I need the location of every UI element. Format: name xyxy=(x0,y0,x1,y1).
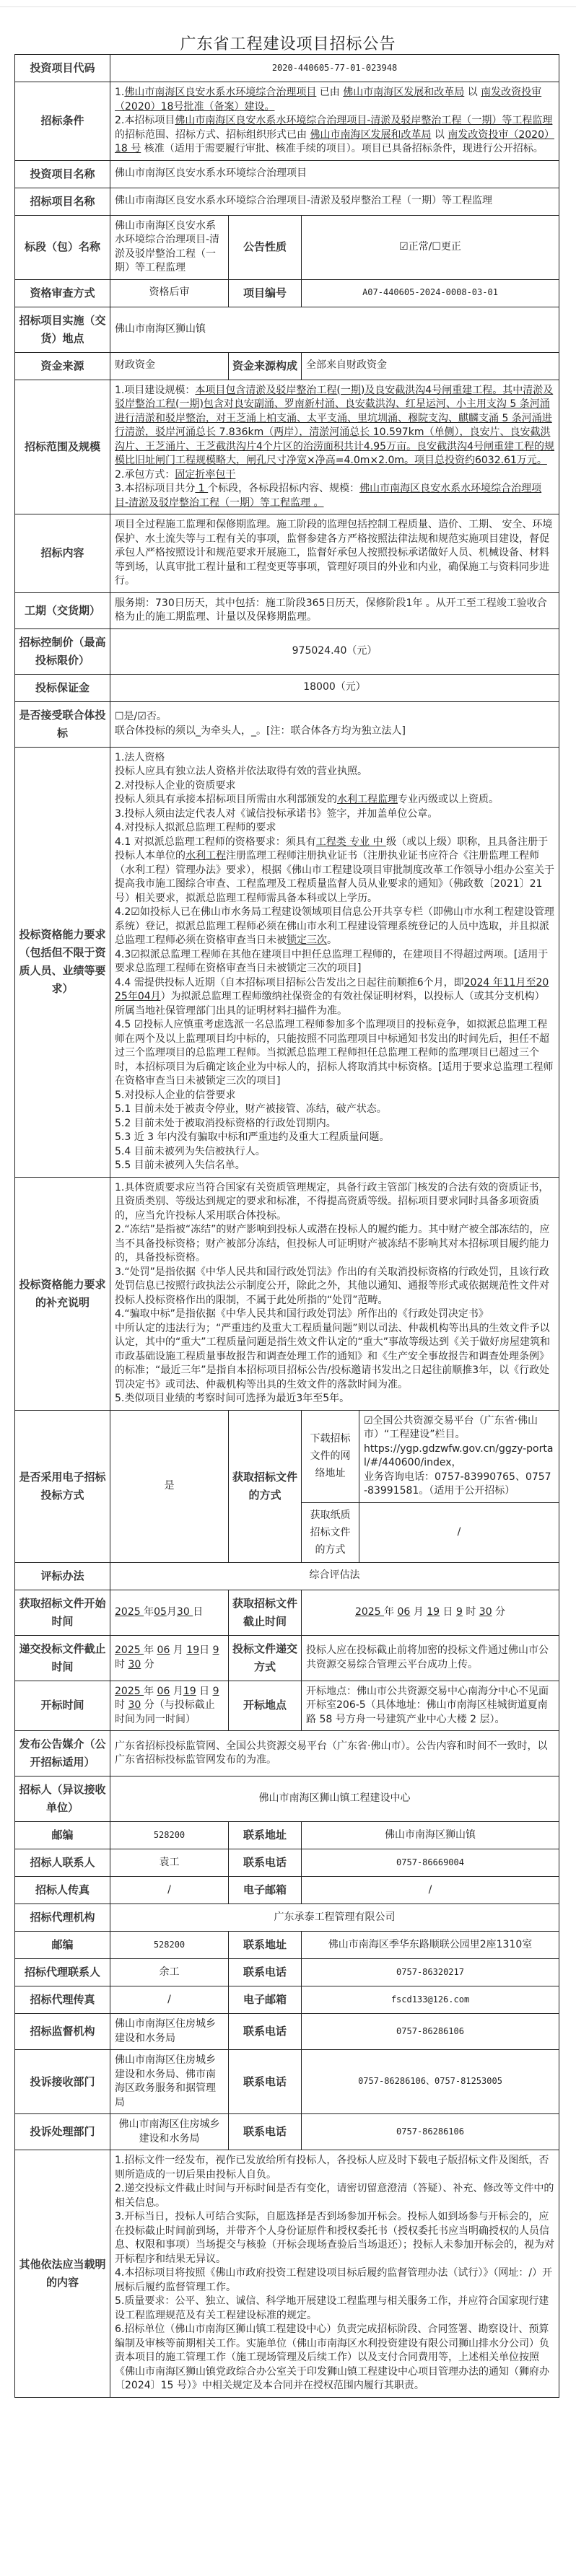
text-segment: 1.项目建设规模： xyxy=(115,384,196,396)
row-supervision xyxy=(15,2014,559,2050)
label: 投标文件递交方式 xyxy=(229,1635,302,1681)
paragraph: https://ygp.gdzwfw.gov.cn/ggzy-portal/#/440600/index， xyxy=(364,1442,554,1468)
paragraph xyxy=(115,468,554,483)
phone: 0757-86320217 xyxy=(302,1959,559,1986)
contact-person: 余工 xyxy=(110,1959,229,1986)
label: 邮编 xyxy=(15,1932,110,1959)
media-value: 广东省招标投标监管网、全国公共资源交易平台（广东省·佛山市）。公告内容和时间不一致时，以广东省招标投标监管网发布的为准。 xyxy=(110,1731,559,1777)
paragraph xyxy=(115,1685,224,1727)
text-segment: 4.4 需提供投标人近期（自本招标项目招标公告发出之日起往前顺推6个月，即 xyxy=(115,976,464,989)
label: 开标地点 xyxy=(229,1681,302,1731)
top-divider xyxy=(0,6,576,7)
submit-method: 投标人应在投标截止前将加密的投标文件通过佛山市公共资源交易综合管理云平台成功上传。 xyxy=(302,1635,559,1681)
text-segment: 年 xyxy=(144,1605,154,1618)
supervision-value: 佛山市南海区住房城乡建设和水务局 xyxy=(110,2014,229,2050)
label: 资金来源 xyxy=(15,352,110,380)
label: 投标保证金 xyxy=(15,674,110,701)
text-segment: 日 xyxy=(199,1644,213,1656)
text-segment: 2.本招标项目 xyxy=(115,115,175,126)
underlined-segment: 2025 xyxy=(115,1685,144,1697)
paragraph: 3.开标当日，投标人可结合实际，自愿选择是否到场参加开标会。投标人如到场参与开标会的，应在投标截止时间前到场，并带齐个人身份证原件和授权委托书（授权委托书应当明确授权的人员信息、权限和事项）当场提交与核验（开标会现场查验后当场退还）；投标人未参加开标会的，视为对开标程序和结果无异议。 xyxy=(115,2211,554,2265)
text-segment: 月 xyxy=(410,1605,427,1618)
paragraph: 3.“处罚”是指依据《中华人民共和国行政处罚法》作出的有关取消投标资格的行政处罚，且该行政处罚信息已按照行政执法公示制度公开，除此之外，其他以通知、通报等形式或依据规范性文件对投标人投标资格作出的限制，不属于此处所指的“处罚”范畴。 xyxy=(115,1266,549,1306)
underlined-segment: 9 xyxy=(455,1605,463,1618)
paragraph xyxy=(115,1605,224,1620)
label: 获取招标文件截止时间 xyxy=(229,1590,302,1635)
address: 佛山市南海区狮山镇 xyxy=(302,1822,559,1849)
underlined-segment: 05 xyxy=(154,1605,167,1618)
electronic-value: 是 xyxy=(110,1410,229,1562)
underlined-segment: 佛山市南海区发展和改革局 xyxy=(343,87,465,98)
underlined-segment: 专业 xyxy=(349,836,370,848)
location-value: 佛山市南海区狮山镇 xyxy=(110,307,559,352)
row-agency xyxy=(15,1904,559,1932)
label: 项目编号 xyxy=(229,279,302,307)
underlined-segment: 06 xyxy=(157,1685,170,1697)
paragraph: 5.4 目前未被列为失信被执行人。 xyxy=(115,1145,266,1157)
phone: 0757-86286106 xyxy=(302,2114,559,2150)
paragraph xyxy=(115,114,554,157)
text-segment: 3.本招标项目共分 xyxy=(115,483,196,494)
label: 联系电话 xyxy=(229,1849,302,1877)
label: 招标范围及规模 xyxy=(15,380,110,514)
paragraph: 1.法人资格 xyxy=(115,751,165,763)
paragraph: 1.招标文件一经发布，视作已发放给所有投标人，各投标人应及时下载电子版招标文件及图纸，否则所造成的一切后果由投标人自负。 xyxy=(115,2155,549,2181)
period-text xyxy=(110,592,559,628)
consortium-text xyxy=(110,701,559,747)
postcode: 528200 xyxy=(110,1822,229,1849)
text-segment: 级（或以上级）职称，且具备注册于投标人本单位的 xyxy=(115,836,549,862)
obtain-end xyxy=(302,1590,559,1635)
paragraph: 4.“骗取中标”是指依据《中华人民共和国行政处罚法》所作出的《行政处罚决定书》 xyxy=(115,1308,489,1320)
row-complaint-handle xyxy=(15,2114,559,2150)
paragraph: 4.对投标人拟派总监理工程师的要求 xyxy=(115,822,276,833)
label: 联系地址 xyxy=(229,1932,302,1959)
paragraph xyxy=(115,86,554,114)
row-complaint-receive xyxy=(15,2050,559,2114)
row-tenderee-contact xyxy=(15,1849,559,1877)
row-qualification xyxy=(15,747,559,1177)
row-control-price xyxy=(15,628,559,674)
label: 招标代理机构 xyxy=(15,1904,110,1932)
paragraph xyxy=(115,906,554,948)
row-tenderee-post xyxy=(15,1822,559,1849)
label: 评标办法 xyxy=(15,1562,110,1590)
announcement-nature-checkbox: ☑正常/☐更正 xyxy=(302,215,559,279)
label: 邮编 xyxy=(15,1822,110,1849)
text-segment: 以 xyxy=(431,128,448,141)
text-segment: 2.承包方式： xyxy=(115,468,175,481)
label: 招标代理联系人 xyxy=(15,1959,110,1986)
paragraph xyxy=(115,836,554,906)
fax: / xyxy=(110,1986,229,2014)
paragraph xyxy=(115,976,554,1019)
underlined-segment: 佛山市南海区良安水系水环境综合治理项目-清淤及驳岸整治工程（一期）等工程监理 xyxy=(175,115,553,126)
text-segment: 已由 xyxy=(316,87,344,98)
scope-text xyxy=(110,380,559,514)
paragraph: 2.递交投标文件截止时间与开标时间是否有变化，请密切留意澄清（答疑）、补充、修改等文件中的相关信息。 xyxy=(115,2183,554,2209)
underlined-segment: 06 xyxy=(397,1605,411,1618)
supplement-text xyxy=(110,1177,559,1410)
row-opening xyxy=(15,1681,559,1731)
label: 投标资格能力要求（包括但不限于资质人员、业绩等要求） xyxy=(15,747,110,1177)
underlined-segment: 19 xyxy=(186,1644,200,1656)
label: 公告性质 xyxy=(229,215,302,279)
underlined-segment: 2025 xyxy=(354,1605,385,1618)
row-consortium xyxy=(15,701,559,747)
label: 招标内容 xyxy=(15,514,110,593)
text-segment: 。 xyxy=(327,934,337,946)
label: 联系电话 xyxy=(229,1959,302,1986)
label: 联系地址 xyxy=(229,1822,302,1849)
paragraph: 项目全过程施工监理和保修期监理。施工阶段的监理包括控制工程质量、造价、工期、 安全、环境保护、水土流失等与工程有关的事项，监督参建各方严格按照法律法规和规范实施项目建设，督促承包人严格按照设计和规范要求开展施工，监督好承包人按照投标承诺做好人员、机械设备、材料等到场，认真审批工程计量和工程变更等事项，管理好项目的外业和内业，确保施工与资料同步进行。 xyxy=(115,519,553,587)
paragraph xyxy=(115,793,554,807)
row-agency-contact xyxy=(15,1959,559,1986)
label: 招标控制价（最高投标限价） xyxy=(15,628,110,674)
funding-composition: 全部来自财政资金 xyxy=(302,352,559,380)
label: 招标条件 xyxy=(15,82,110,161)
paragraph: ☐是/☑否。 xyxy=(115,711,167,722)
label: 投标资格能力要求的补充说明 xyxy=(15,1177,110,1410)
row-obtain xyxy=(15,1590,559,1635)
underlined-segment: 9 xyxy=(212,1644,219,1656)
label: 获取招标文件开始时间 xyxy=(15,1590,110,1635)
text-segment: 分 xyxy=(141,1658,154,1670)
row-tender-name xyxy=(15,188,559,215)
label: 联系电话 xyxy=(229,2114,302,2150)
email: / xyxy=(302,1877,559,1904)
text-segment: 分 xyxy=(492,1605,506,1618)
underlined-segment: 2024 年11月至2025年04月 xyxy=(115,976,549,1002)
underlined-segment: 2025 xyxy=(115,1605,144,1618)
opening-time xyxy=(110,1681,229,1731)
label: 下载招标文件的网络地址 xyxy=(302,1410,359,1502)
qualification-text xyxy=(110,747,559,1177)
label: 投诉处理部门 xyxy=(15,2114,110,2150)
text-segment: 年 xyxy=(144,1644,157,1656)
underlined-segment: 锁定三次 xyxy=(287,934,327,946)
label: 获取招标文件的方式 xyxy=(229,1410,302,1562)
funding-value: 财政资金 xyxy=(110,352,229,380)
label: 招标监督机构 xyxy=(15,2014,110,2050)
underlined-segment: 9 xyxy=(212,1685,219,1697)
tender-announcement-table xyxy=(14,54,559,2398)
obtain-start xyxy=(110,1590,229,1635)
download-address[interactable] xyxy=(359,1410,559,1502)
text-segment: 时 xyxy=(115,1699,128,1711)
row-content xyxy=(15,514,559,593)
paragraph: 5.质量要求：公平、独立、诚信、科学地开展建设工程监理与相关服务工作，并应符合国家现行建设工程监理规范及有关工程建设标准的规定。 xyxy=(115,2295,549,2321)
row-period xyxy=(15,592,559,628)
tenderee-value: 佛山市南海区狮山镇工程建设中心 xyxy=(110,1777,559,1822)
paragraph: 5.1 目前未处于被责令停业，财产被接管、冻结，破产状态。 xyxy=(115,1103,387,1115)
tender-name-value: 佛山市南海区良安水系水环境综合治理项目-清淤及驳岸整治工程（一期）等工程监理 xyxy=(110,188,559,215)
row-supplement xyxy=(15,1177,559,1410)
section-value: 佛山市南海区良安水系水环境综合治理项目-清淤及驳岸整治工程（一期）等工程监理 xyxy=(110,215,229,279)
postcode: 528200 xyxy=(110,1932,229,1959)
paragraph: ☑全国公共资源交易平台（广东省·佛山市）“工程建设”栏目。 xyxy=(364,1414,538,1440)
text-segment: 核准（适用于需要履行审批、核准手续的项目）。项目已具备招标条件，现进行公开招标。 xyxy=(141,143,544,154)
text-segment: ）为拟派总监理工程师缴纳社保资金的有效社保证明材料，以投标人（或其分支机构）所属当地社保管理部门出具的证明材料扫描件为准。 xyxy=(115,991,545,1017)
underlined-segment: 06 xyxy=(157,1644,170,1656)
label: 工期（交货期） xyxy=(15,592,110,628)
paragraph: 投标人应具有独立法人资格并依法取得有效的营业执照。 xyxy=(115,766,367,777)
label: 是否接受联合体投标 xyxy=(15,701,110,747)
text-segment: 时 xyxy=(462,1605,479,1618)
underlined-segment: 1 xyxy=(195,483,209,494)
text-segment: 时 xyxy=(115,1658,128,1670)
row-review xyxy=(15,279,559,307)
paragraph: 3.投标人须由法定代表人对《诚信投标承诺书》签字，并加盖单位公章。 xyxy=(115,807,438,820)
other-text xyxy=(110,2150,559,2398)
label: 发布公告媒介（公开招标适用） xyxy=(15,1731,110,1777)
label: 投诉接收部门 xyxy=(15,2050,110,2114)
label: 招标项目名称 xyxy=(15,188,110,215)
label: 电子邮箱 xyxy=(229,1877,302,1904)
email-link[interactable]: fscd133@126.com xyxy=(302,1986,559,2014)
text-segment: 以 xyxy=(464,87,481,98)
evaluation-value: 综合评估法 xyxy=(110,1562,559,1590)
text-segment: 月 xyxy=(166,1605,177,1618)
opening-place: 开标地点：佛山市公共资源交易中心南海分中心不见面开标室206-5（具体地址：佛山市南海区桂城街道夏南路 58 号方舟一号建筑产业中心大楼 2 层）。 xyxy=(302,1681,559,1731)
complaint-receive-value: 佛山市南海区住房城乡建设和水务局、佛市南海区政务服务和据管理局 xyxy=(110,2050,229,2114)
text-segment: 分（与投标截止时间为同一时间） xyxy=(115,1699,215,1725)
review-value: 资格后审 xyxy=(110,279,229,307)
agency-value: 广东承泰工程管理有限公司 xyxy=(110,1904,559,1932)
label: 递交投标文件截止时间 xyxy=(15,1635,110,1681)
row-deposit xyxy=(15,674,559,701)
submit-deadline xyxy=(110,1635,229,1681)
row-funding xyxy=(15,352,559,380)
paragraph: 5.对投标人企业的信誉要求 xyxy=(115,1089,236,1101)
label: 招标人联系人 xyxy=(15,1849,110,1877)
paragraph: 5.2 目前未处于被取消投标资格的行政处罚期内。 xyxy=(115,1117,336,1129)
phone: 0757-86286106 xyxy=(302,2014,559,2050)
paragraph: 2.对投标人企业的资质要求 xyxy=(115,779,236,792)
underlined-segment: 本项目包含清淤及驳岸整治工程(一期)及良安截洪沟4号闸重建工程。其中清淤及驳岸整治工程(一期)包含对良安副涌、罗南新村涌、良安截洪沟、红星运河、小主用支沟 5 条河涌进行清淤和驳岸整治，对王芝涌上柏支涌、太平支涌、里坑圳涌、穆院支沟、麒麟支涌 5 条河涌进行清淤，驳岸河涌总长 7.836km（两岸），清淤河涌总长 10.597km（单侧），良安片、良安截洪沟片、王芝涌片、王芝截洪沟片4个片区的治涝面积共计4.95万亩。良安截洪沟4号闸重建工程的规模比旧址闸门工程规模略大，闸孔尺寸净宽×净高=4.0m×2.0m。项目总投资约6032.61万元。 xyxy=(115,384,554,466)
text-segment: 4.1 对拟派总监理工程师的资格要求：须具有 xyxy=(115,836,316,848)
paragraph: 2.“冻结”是指被“冻结”的财产影响到投标人或潜在投标人的履约能力。其中财产被全部冻结的，应当不具备投标资格；财产被部分冻结，但投标人可证明财产被冻结不影响其对本招标项目履约能力的，具备投标资格。 xyxy=(115,1224,550,1263)
paper-method-value: / xyxy=(359,1502,559,1562)
text-segment: 日 xyxy=(196,1685,213,1697)
label: 招标代理传真 xyxy=(15,1986,110,2014)
underlined-segment: 水利工程监理 xyxy=(337,794,398,805)
text-segment: 的招标范围、招标方式、招标组织形式已由 xyxy=(115,128,310,141)
paragraph: 5.5 目前未被列入失信名单。 xyxy=(115,1160,245,1171)
paragraph xyxy=(306,1605,554,1620)
text-segment: 年 xyxy=(144,1685,157,1697)
text-segment: 1. xyxy=(115,87,125,98)
underlined-segment: 南发改资投审（2020）18 号 xyxy=(115,128,554,154)
row-media xyxy=(15,1731,559,1777)
row-agency-fax xyxy=(15,1986,559,2014)
address: 佛山市南海区季华东路顺联公园里2座1310室 xyxy=(302,1932,559,1959)
underlined-segment: 水利工程 xyxy=(186,850,226,862)
text-segment: 投标人须具有承接本招标项目所需由水利部颁发的 xyxy=(115,794,337,805)
investment-code-value: 2020-440605-77-01-023948 xyxy=(110,55,559,82)
paragraph: 4.3☑拟派总监理工程师在其他在建项目中担任总监理工程师的，在建项目不得超过两项。[适用于要求总监理工程师在资格审查当日未被锁定三次的项目] xyxy=(115,948,549,974)
label: 标段（包）名称 xyxy=(15,215,110,279)
row-other xyxy=(15,2150,559,2398)
label: 招标项目实施（交货）地点 xyxy=(15,307,110,352)
label: 联系电话 xyxy=(229,2050,302,2114)
row-submit xyxy=(15,1635,559,1681)
underlined-segment: 佛山市南海区良安水系水环境综合治理项目 xyxy=(124,87,317,98)
row-electronic xyxy=(15,1410,559,1502)
paragraph: 6.招标单位（佛山市南海区狮山镇工程建设中心）负责完成招标阶段、合同签署、勘察设计、预算编制及审核等前期相关工作。实施单位（佛山市南海区水利投资建设有限公司狮山排水分公司）负责本项目的施工管理工作（施工现场管理及后续工作）以及支付合同费用等，上述相关单位按照《佛山市南海区狮山镇党政综合办公室关于印发狮山镇工程建设中心项目管理办法的通知（狮府办〔2024〕15 号）》中相关规定及本合同并在授权范围内履行其职责。 xyxy=(115,2323,549,2391)
underlined-segment: 佛山市南海区良安水系水环境综合治理项目-清淤及驳岸整治工程（一期）等工程监理 。 xyxy=(115,483,542,509)
label: 资金来源构成 xyxy=(229,352,302,380)
text-segment: 专业丙级或以上资质。 xyxy=(398,794,499,805)
deposit-value: 18000（元） xyxy=(110,674,559,701)
underlined-segment: 固定折率包干 xyxy=(175,468,236,481)
label: 招标人（异议接收单位） xyxy=(15,1777,110,1822)
underlined-segment: 30 xyxy=(479,1605,492,1618)
paragraph xyxy=(115,482,554,510)
text-segment: 注册监理工程师注册执业证书（注册执业证书应符合《注册监理工程师（水利工程）管理办法》要求），根据《佛山市工程建设项目审批制度改革工作领导小组办公室关于提高我市施工图综合审查、工程监理及工程质量监督人员从业要求的通知》（佛政数〔2021〕21号）相关要求，拟派总监理工程师需具备本科或以上学历。 xyxy=(115,850,554,904)
underlined-segment: 19 xyxy=(183,1685,196,1697)
row-tenderee-fax xyxy=(15,1877,559,1904)
paragraph: 业务咨询电话：0757-83990765、0757-83991581。（适用于公开招标） xyxy=(364,1471,551,1497)
content-text xyxy=(110,514,559,593)
text-segment: 日 xyxy=(193,1605,204,1618)
complaint-handle-value: 佛山市南海区住房城乡建设和水务局 xyxy=(110,2114,229,2150)
label: 招标人传真 xyxy=(15,1877,110,1904)
paragraph: 5.类似项目业绩的考察时间可选择为最近3年至5年。 xyxy=(115,1393,350,1404)
row-location xyxy=(15,307,559,352)
row-evaluation xyxy=(15,1562,559,1590)
investment-name-value: 佛山市南海区良安水系水环境综合治理项目 xyxy=(110,160,559,188)
underlined-segment: 30 xyxy=(128,1699,141,1711)
label: 电子邮箱 xyxy=(229,1986,302,2014)
row-tenderee xyxy=(15,1777,559,1822)
control-price-value: 975024.40（元） xyxy=(110,628,559,674)
row-section xyxy=(15,215,559,279)
row-investment-name xyxy=(15,160,559,188)
label: 联系电话 xyxy=(229,2014,302,2050)
label: 开标时间 xyxy=(15,1681,110,1731)
underlined-segment: 工程类 xyxy=(315,836,350,848)
text-segment: 个标段，各标段招标内容、规模： xyxy=(208,483,360,494)
label: 是否采用电子招标投标方式 xyxy=(15,1410,110,1562)
label: 其他依法应当载明的内容 xyxy=(15,2150,110,2398)
conditions-text xyxy=(110,82,559,161)
contact-person: 袁工 xyxy=(110,1849,229,1877)
page-title: 广东省工程建设项目招标公告 xyxy=(180,35,396,53)
underlined-segment: 30 xyxy=(176,1605,193,1618)
project-number: A07-440605-2024-0008-03-01 xyxy=(302,279,559,307)
underlined-segment: 30 xyxy=(128,1658,141,1670)
label: 投资项目名称 xyxy=(15,160,110,188)
paragraph: 中所认定的违法行为；“严重违约及重大工程质量问题”则以司法、仲裁机构等出具的生效文件予以认定，其中的“重大”工程质量问题是指生效文件认定的“重大”事故等级达到《关于做好房屋建筑和市政基础设施工程质量事故报告和调查处理工作的通知》和《生产安全事故报告和调查处理条例》的标准；“最近三年”是指自本招标项目招标公告/投标邀请书发出之日起往前顺推3年，以《行政处罚决定书》或司法、仲裁机构等出具的生效文件的落款时间为准。 xyxy=(115,1322,551,1390)
paragraph: 联合体投标的须以_为牵头人，_。[注：联合体各方均为独立法人] xyxy=(115,724,406,737)
text-segment: 日 xyxy=(440,1605,456,1618)
row-investment-code xyxy=(15,55,559,82)
paragraph: 4.本招标项目将按照《佛山市政府投资工程建设项目标后履约监督管理办法（试行）》（网址：/）开展标后履约监督管理工作。 xyxy=(115,2267,553,2293)
label: 资格审查方式 xyxy=(15,279,110,307)
paragraph xyxy=(115,1644,224,1672)
text-segment: 月 xyxy=(170,1685,183,1697)
paragraph: 1.具体资质要求应当符合国家有关资质管理规定，具备行政主管部门核发的合法有效的资质证书，且资质类别、等级达到规定的要求和标准，不得提高资质等级。招标项目要求同时具备多项资质的，应当允许投标人采用联合体投标。 xyxy=(115,1181,549,1222)
text-segment: 月 xyxy=(170,1644,187,1656)
paragraph: 4.5 ☑投标人应慎重考虑选派一名总监理工程师参加多个监理项目的投标竞争，如拟派总监理工程师在两个及以上监理项目均中标的，只能按照不同监理项目中标通知书发出的时间先后，担任不超过三个监理项目的总监理工程师。当拟派总监理工程师担任总监理工程师的监理项目已超过三个时，本招标项目为后确定该企业为中标人的，招标人将取消其中标资格。[适用于要求总监理工程师在资格审查当日未被锁定三次的项目] xyxy=(115,1019,554,1087)
row-agency-post xyxy=(15,1932,559,1959)
row-scope xyxy=(15,380,559,514)
text-segment: 4.2☑如投标人已在佛山市水务局工程建设领域项目信息公开共享专栏（即佛山市水利工程建设管理系统）登记，拟派总监理工程师必须在佛山市水利工程建设管理系统登记的人员中选取，并且拟派总监理工程师必须在资格审查当日未被 xyxy=(115,906,554,946)
phone: 0757-86669004 xyxy=(302,1849,559,1877)
phone: 0757-86286106、0757-81253005 xyxy=(302,2050,559,2114)
underlined-segment: 佛山市南海区发展和改革局 xyxy=(310,128,432,141)
fax: / xyxy=(110,1877,229,1904)
underlined-segment: 南发改资投审（2020）18号批准（备案）建设。 xyxy=(115,87,542,113)
row-conditions xyxy=(15,82,559,161)
paragraph xyxy=(115,384,554,468)
underlined-segment: 19 xyxy=(427,1605,440,1618)
label: 投资项目代码 xyxy=(15,55,110,82)
underlined-segment: 中 xyxy=(370,836,387,848)
label: 获取纸质招标文件的方式 xyxy=(302,1502,359,1562)
paragraph: 服务期：730日历天，其中包括：施工阶段365日历天，保修阶段1年 。从开工至工程竣工验收合格为止的施工期监理、计量以及保修期监理。 xyxy=(115,597,547,623)
underlined-segment: 2025 xyxy=(115,1644,144,1656)
text-segment: 年 xyxy=(384,1605,398,1618)
paragraph: 5.3 近 3 年内没有骗取中标和严重违约及重大工程质量问题。 xyxy=(115,1131,390,1143)
